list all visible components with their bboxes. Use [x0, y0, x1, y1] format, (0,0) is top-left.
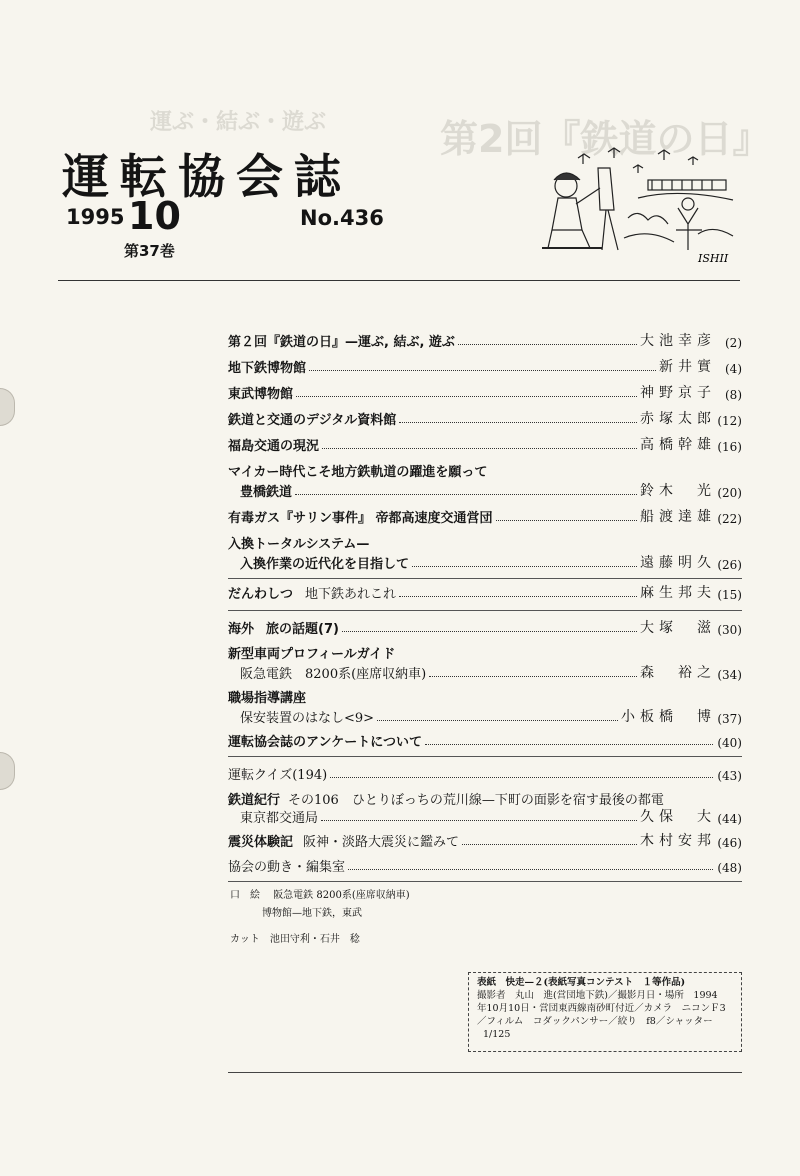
section-divider — [228, 756, 742, 757]
toc-author: 大塚 滋 — [640, 620, 716, 636]
toc-page: (43) — [717, 769, 742, 783]
toc-author: 木村安邦 — [640, 833, 716, 849]
toc-subtitle: 阪急電鉄 8200系(座席収納車) — [240, 667, 427, 682]
toc-page: (12) — [717, 414, 742, 428]
footer-divider — [228, 1072, 742, 1073]
toc-subtitle: 入換作業の近代化を目指して — [240, 557, 410, 572]
toc-title: 海外 — [228, 622, 255, 637]
toc-subtitle-2: 東京都交通局 — [240, 811, 319, 826]
leader-dots — [462, 844, 637, 845]
toc-title: 福島交通の現況 — [228, 439, 320, 454]
toc-page: (22) — [717, 512, 742, 526]
toc-author: 鈴木 光 — [640, 483, 716, 499]
cover-credit-box — [468, 972, 742, 1052]
section-divider — [228, 578, 742, 579]
toc-entry[interactable] — [228, 506, 742, 526]
leader-dots — [429, 676, 637, 677]
cover-credit-line: ／フィルム コダックパンサー／絞り f8／シャッター — [477, 1016, 713, 1027]
leader-dots — [322, 448, 637, 449]
toc-title: 地下鉄博物館 — [228, 361, 307, 376]
issue-number: No.436 — [300, 206, 384, 230]
toc-page: (16) — [717, 440, 742, 454]
toc-entry[interactable] — [228, 356, 742, 376]
binder-hole — [0, 388, 15, 426]
toc-title: だんわしつ — [228, 587, 294, 602]
section-divider — [228, 610, 742, 611]
toc-author: 船渡達雄 — [640, 509, 716, 525]
toc-author: 新井實 — [659, 359, 716, 375]
frontispiece-credit — [230, 886, 410, 901]
toc-entry[interactable] — [228, 617, 742, 637]
toc-entry-heading[interactable] — [228, 460, 742, 480]
toc-page: (20) — [717, 486, 742, 500]
toc-entry[interactable] — [228, 552, 742, 572]
toc-entry-heading[interactable] — [228, 642, 742, 662]
toc-subtitle: 保安装置のはなし<9> — [240, 711, 375, 726]
toc-subtitle: その106 ひとりぼっちの荒川線—下町の面影を宿す最後の都電 — [288, 793, 664, 808]
toc-page: (30) — [717, 623, 742, 637]
toc-entry[interactable] — [228, 662, 742, 682]
toc-entry[interactable] — [228, 582, 742, 602]
cover-credit-line: 年10月10日・営団東西線南砂町付近／カメラ ニコンＦ3 — [477, 1003, 726, 1014]
toc-entry[interactable] — [228, 480, 742, 500]
leader-dots — [399, 422, 637, 423]
toc-title: マイカー時代こそ地方鉄軌道の躍進を願って — [228, 465, 488, 480]
toc-author: 赤塚太郎 — [640, 411, 716, 427]
leader-dots — [412, 566, 637, 567]
magazine-title: 運転協会誌 — [62, 150, 352, 205]
toc-page: (46) — [717, 836, 742, 850]
toc-page: (37) — [717, 712, 742, 726]
toc-title: 職場指導講座 — [228, 691, 307, 706]
toc-page: (48) — [717, 861, 742, 875]
showthrough-text: 第2回『鉄道の日』 — [440, 117, 771, 161]
toc-page: (15) — [717, 588, 742, 602]
toc-entry[interactable] — [228, 763, 742, 783]
toc-author: 高橋幹雄 — [640, 437, 716, 453]
issue-year: 1995 — [66, 205, 125, 229]
leader-dots — [399, 596, 637, 597]
leader-dots — [295, 494, 637, 495]
toc-entry[interactable] — [228, 330, 742, 350]
toc-title: 新型車両プロフィールガイド — [228, 647, 396, 662]
toc-title: 協会の動き・編集室 — [228, 860, 346, 875]
frontispiece-line-1: 阪急電鉄 8200系(座席収納車) — [273, 890, 410, 901]
header-divider — [58, 280, 740, 281]
toc-author: 久保 大 — [640, 809, 716, 825]
section-divider — [228, 881, 742, 882]
toc-entry[interactable] — [228, 855, 742, 875]
cut-credit: カット 池田守利・石井 稔 — [230, 934, 360, 945]
toc-title: 運転クイズ(194) — [228, 768, 328, 783]
leader-dots — [425, 744, 713, 745]
toc-page: (26) — [717, 558, 742, 572]
toc-subtitle: 旅の話題(7) — [266, 622, 339, 637]
toc-entry-heading[interactable] — [228, 532, 742, 552]
toc-title: 有毒ガス『サリン事件』 帝都高速度交通営団 — [228, 511, 493, 526]
toc-subtitle: 豊橋鉄道 — [240, 485, 293, 500]
toc-page: (34) — [717, 668, 742, 682]
leader-dots — [309, 370, 656, 371]
toc-page: (44) — [717, 812, 742, 826]
toc-author: 麻生邦夫 — [640, 585, 716, 601]
cover-credit-line: 撮影者 丸山 進(営団地下鉄)／撮影月日・場所 1994 — [477, 990, 718, 1001]
toc-entry[interactable] — [228, 434, 742, 454]
leader-dots — [458, 344, 637, 345]
leader-dots — [330, 777, 713, 778]
toc-page: (8) — [725, 388, 742, 402]
leader-dots — [496, 520, 637, 521]
toc-page: (4) — [725, 362, 742, 376]
cover-credit-heading: 表紙 快走—２(表紙写真コンテスト １等作品) — [477, 977, 686, 988]
toc-page: (2) — [725, 336, 742, 350]
toc-entry[interactable] — [228, 382, 742, 402]
toc-author: 大池幸彦 — [640, 333, 716, 349]
toc-entry[interactable] — [228, 806, 742, 826]
toc-title: 東武博物館 — [228, 387, 294, 402]
showthrough-text: 運ぶ・結ぶ・遊ぶ — [150, 110, 327, 135]
toc-subtitle: 地下鉄あれこれ — [305, 587, 397, 602]
toc-author: 森 裕之 — [640, 665, 716, 681]
painter-illustration — [538, 138, 738, 266]
toc-title: 鉄道紀行 — [228, 793, 281, 808]
toc-title: 運転協会誌のアンケートについて — [228, 735, 422, 750]
toc-entry[interactable] — [228, 706, 742, 726]
toc-title: 入換トータルシステム— — [228, 537, 370, 552]
cover-credit-line: 1/125 — [483, 1029, 511, 1040]
toc-entry[interactable] — [228, 408, 742, 428]
toc-entry-heading[interactable] — [228, 686, 742, 706]
leader-dots — [342, 631, 637, 632]
toc-page: (40) — [717, 736, 742, 750]
frontispiece-line-2: 博物館—地下鉄，東武 — [262, 908, 362, 919]
toc-author: 神野京子 — [640, 385, 716, 401]
toc-subtitle: 阪神・淡路大震災に鑑みて — [303, 835, 460, 850]
frontispiece-label: 口 絵 — [230, 890, 260, 901]
toc-entry[interactable] — [228, 730, 742, 750]
issue-month: 10 — [128, 194, 181, 238]
leader-dots — [348, 869, 713, 870]
leader-dots — [296, 396, 637, 397]
toc-entry[interactable] — [228, 830, 742, 850]
leader-dots — [377, 720, 618, 721]
illustration-signature: ISHII — [698, 252, 729, 265]
toc-author: 小板橋 博 — [621, 709, 716, 725]
leader-dots — [321, 820, 637, 821]
toc-title: 震災体験記 — [228, 835, 294, 850]
binder-hole — [0, 752, 15, 790]
toc-title: 鉄道と交通のデジタル資料館 — [228, 413, 397, 428]
toc-entry-heading[interactable] — [228, 788, 742, 808]
toc-author: 遠藤明久 — [640, 555, 716, 571]
toc-title: 第２回『鉄道の日』—運ぶ, 結ぶ, 遊ぶ — [228, 335, 455, 350]
volume-number: 第37巻 — [124, 242, 175, 260]
